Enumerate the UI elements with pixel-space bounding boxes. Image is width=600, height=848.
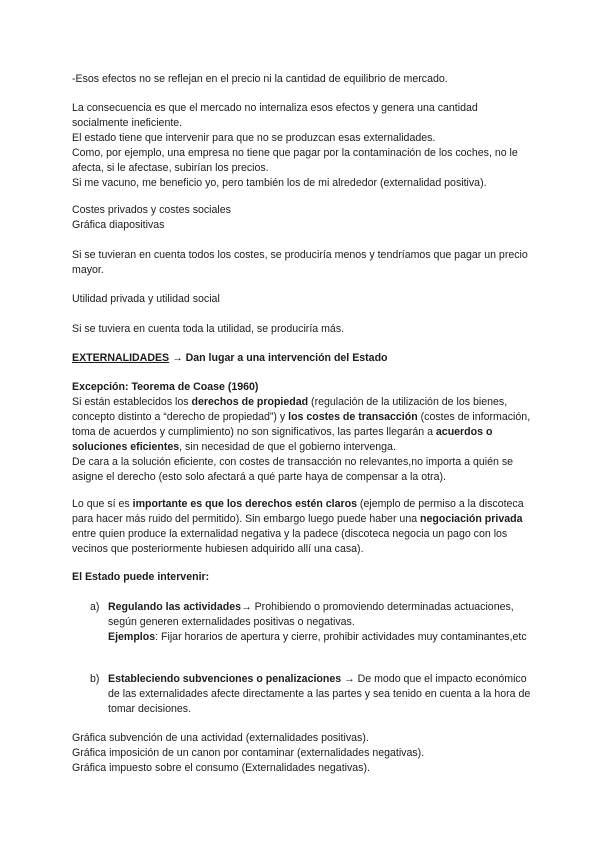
item-a-ejemplos-label: Ejemplos [108,631,156,643]
costes-grafica: Gráfica diapositivas [72,219,165,231]
coase-text-a: Si están establecidos los [72,396,192,408]
coase-costes-transaccion: los costes de transacción [288,411,418,423]
graficas-list [72,731,532,776]
externalidades-label: EXTERNALIDADES [72,352,170,364]
derechos-text-a: Lo que sí es [72,498,133,510]
coase-text-e: (costes de información, toma de acuerdos y cumplimiento) no son significativos, las partes llegarán a [72,411,531,438]
item-a-title: Regulando las actividades [108,601,242,613]
utilidad-text: Si se tuviera en cuenta toda la utilidad, se produciría más. [72,323,345,335]
externalidades-heading [72,351,532,366]
derechos-paragraph [72,497,532,557]
estado-title: El Estado puede intervenir: [72,571,210,583]
grafica-impuesto: Gráfica impuesto sobre el consumo (Externalidades negativas). [72,762,370,774]
costes-block [72,203,532,233]
derechos-text-e: entre quien produce la externalidad negativa y la padece (discoteca negocia un pago con los vecinos que posteriormente hubiesen adquirido allí una casa). [72,528,508,555]
derechos-text-c: (ejemplo de permiso a la discoteca para hacer más ruido del permitido). Sin embargo luego puede haber una [72,498,524,525]
intro-consequence [72,101,532,191]
coase-acuerdos: acuerdos o soluciones eficientes [72,426,493,453]
list-item-a [108,600,532,645]
list-item-b [108,672,532,717]
intro-line-2: La consecuencia es que el mercado no internaliza esos efectos y genera una cantidad socialmente ineficiente. [72,102,478,129]
coase-derechos-propiedad: derechos de propiedad [191,396,309,408]
intro-line-3: El estado tiene que intervenir para que no se produzcan esas externalidades. [72,132,436,144]
grafica-canon: Gráfica imposición de un canon por contaminar (externalidades negativas). [72,747,425,759]
coase-text-c: (regulación de la utilización de los bienes, concepto distinto a “derecho de propiedad”) y [72,396,508,423]
coase-section [72,380,532,485]
list-marker-b: b) [90,673,100,685]
grafica-subvencion: Gráfica subvención de una actividad (externalidades positivas). [72,732,369,744]
externalidades-rest: → Dan lugar a una intervención del Estado [169,352,388,364]
coase-text-g: , sin necesidad de que el gobierno intervenga. [179,441,396,453]
derechos-negociacion: negociación privada [420,513,523,525]
item-a-ejemplos-text: : Fijar horarios de apertura y cierre, prohibir actividades muy contaminantes,etc [155,631,527,643]
intro-line-5: Si me vacuno, me beneficio yo, pero también los de mi alrededor (externalidad positiva). [72,177,487,189]
list-marker-a: a) [90,601,100,613]
item-b-title: Estableciendo subvenciones o penalizaciones [108,673,342,685]
intro-line-4: Como, por ejemplo, una empresa no tiene que pagar por la contaminación de los coches, no le afecta, si le afectase, subirían los precios. [72,147,518,174]
costes-text: Si se tuvieran en cuenta todos los costes, se produciría menos y tendríamos que pagar un precio mayor. [72,249,528,276]
coase-title: Excepción: Teorema de Coase (1960) [72,381,259,393]
intro-line-1: -Esos efectos no se reflejan en el precio ni la cantidad de equilibrio de mercado. [72,73,448,85]
item-a-text: → Prohibiendo o promoviendo determinadas actuaciones, según generen externalidades positivas o negativas. [108,601,514,628]
item-b-text: → De modo que el impacto económico de las externalidades afecte directamente a las partes y sea tenido en cuenta a la hora de tomar decisiones. [108,673,531,715]
derechos-importante: importante es que los derechos estén claros [132,498,357,510]
coase-paragraph-2: De cara a la solución eficiente, con costes de transacción no relevantes,no importa a quién se asigne el derecho (esto solo afectará a qué parte haya de compensar a la otra). [72,456,514,483]
utilidad-title: Utilidad privada y utilidad social [72,293,220,305]
costes-title: Costes privados y costes sociales [72,204,231,216]
